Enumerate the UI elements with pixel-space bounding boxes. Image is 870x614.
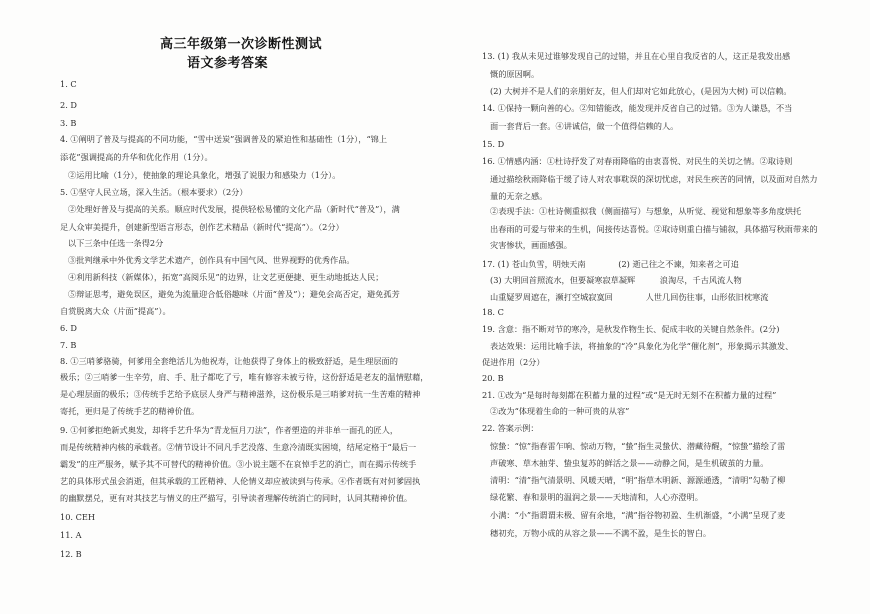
left-line-13: ⑤辩证思考，避免误区，避免为流量迎合低俗趣味（片面“普及”）；避免会高否定，避免孤芳 xyxy=(68,289,400,299)
left-line-4: 4. ①阐明了普及与提高的不同功能，“雪中送炭”强调普及的紧迫性和基础性（1分），“锦上 xyxy=(60,134,388,144)
right-line-16: 18. C xyxy=(482,307,504,317)
right-line-13: 17. (1) 苍山负雪，明烛天南 (2) 逝己往之不谏，知来者之可追 xyxy=(482,259,739,269)
right-line-25: 声破寒、草木抽芽、蛰虫复苏的鲜活之景——动静之间，是生机破茧的力量。 xyxy=(490,458,769,468)
left-line-6: ②运用比喻（1分），使抽象的理论具象化，增强了说服力和感染力（1分）。 xyxy=(68,170,341,180)
left-line-12: ④利用新科技（新媒体），拓宽“高阅乐见”的边界，让文艺更便捷、更生动地抵达人民； xyxy=(68,272,384,282)
left-line-10: 以下三条中任选一条得2分 xyxy=(68,238,164,248)
left-line-22: 而是传统精神内核的承载者。②情节设计不同凡手艺没落、生意冷清既实困境，结尾定格于“最后一 xyxy=(60,442,417,452)
left-line-17: 8. ①三哨爹骆骑，何爹用全套绝活儿为他祝寿，让他获得了身体上的极致舒适，是生理层面的 xyxy=(60,356,398,366)
left-line-16: 7. B xyxy=(60,340,77,350)
right-line-15: 山重疑罗周遮在，濒打空城寂寞回 人世几回伤往事，山形依旧枕寒流 xyxy=(490,292,769,302)
left-line-25: 的幽默摆兑，更有对其技艺与情义的庄严描写，引导读者理解传统消亡的同时，认同其精神价值。 xyxy=(60,493,413,503)
right-line-26: 清明：“清”指气清景明、风暖天晴，“明”指草木明新、源源通透，“清明”勾勒了柳 xyxy=(490,475,786,485)
right-line-1: 13. (1) 我从未见过谁够发现自己的过错，并且在心里自我反省的人，这正是我发出感 xyxy=(482,51,791,61)
page-title: 高三年级第一次诊断性测试 xyxy=(160,37,323,52)
right-line-4: 14. ①保持一颗向善的心。②知错能改，能发现并反省自己的过错。③为人谦恳，不当 xyxy=(482,103,793,113)
right-line-8: 通过描绘秋雨降临于缓了诗人对农事耽误的深切忧虑，对民生疾苦的同情，以及面对自然力 xyxy=(490,174,818,184)
right-line-28: 小满：“小”指谓谓未极、留有余地，“满”指谷物初盈、生机渐盛，“小满”呈现了麦 xyxy=(490,510,786,520)
right-line-24: 惊蛰：“惊”指春雷乍响、惊动万物，“蛰”指生灵蛰伏、潜藏待醒，“惊蛰”描绘了雷 xyxy=(490,441,786,451)
right-line-9: 量的无奈之感。 xyxy=(490,191,548,201)
right-line-10: ②表现手法：①杜诗侧重拟我（侧面描写）与想象，从听觉、视觉和想象等多角度烘托 xyxy=(490,206,802,216)
page-subtitle: 语文参考答案 xyxy=(187,56,269,71)
left-line-2: 2. D xyxy=(60,100,77,110)
left-line-14: 自赏脱离大众（片面“提高”）。 xyxy=(60,306,171,316)
right-line-21: 21. ①改为“是每时每刻都在积蓄力量的过程”或“是无时无刻不在积蓄力量的过程” xyxy=(482,390,777,400)
left-line-5: 添花”强调提高的升华和优化作用（1分）。 xyxy=(60,152,213,162)
left-line-20: 寄托，更归是了传统手艺的精神价值。 xyxy=(60,406,200,416)
right-line-27: 绿花繁、春和景明的温润之景——天地清和，人心亦澄明。 xyxy=(490,492,703,502)
right-line-5: 面一套背后一套。④讲诚信，做一个值得信赖的人。 xyxy=(490,121,679,131)
left-line-23: 霸发”的庄严服务，赋予其不可替代的精神价值。③小说主题不在哀悼手艺的消亡，而在揭示传统手 xyxy=(60,459,417,469)
left-line-9: 足人众审美提升，创建新型语言形态，创作艺术精品（新时代“提高”）。（2分） xyxy=(60,222,344,232)
right-line-2: 慨的原因啊。 xyxy=(490,69,540,79)
left-line-7: 5. ①坚守人民立场，深入生活。（根本要求）（2分） xyxy=(60,187,248,197)
right-line-23: 22. 答案示例： xyxy=(482,423,539,433)
left-line-21: 9. ①何爹拒绝新式奥发，却将手艺升华为“青龙恒月刀法”，作者塑造的并非单一面孔的匠人， xyxy=(60,425,399,435)
left-line-28: 12. B xyxy=(60,549,82,559)
left-line-15: 6. D xyxy=(60,323,77,333)
right-line-3: (2) 大树并不是人们的亲朋好友，但人们却对它如此放心，(是因为大树) 可以信赖。 xyxy=(490,86,792,96)
right-line-11: 出春雨的可爱与带来的生机，间接传达喜悦。②取诗则重白描与铺叙，具体描写秋雨带来的 xyxy=(490,224,818,234)
left-line-19: 是心理层面的极乐；③传统手艺给予底层人身严与精神滋养，这份极乐是三哨爹对抗一生苦难的精神 xyxy=(60,389,421,399)
right-line-19: 促进作用（2分） xyxy=(482,357,545,367)
left-line-1: 1. C xyxy=(60,79,77,89)
right-line-6: 15. D xyxy=(482,139,505,149)
right-line-7: 16. ①情感内涵：①杜诗抒发了对春雨降临的由衷喜悦、对民生的关切之情。②取诗则 xyxy=(482,156,793,166)
left-line-24: 艺的具体形式虽会消逝，但其承载的工匠精神、人伦情义却应被读到与传承。④作者既有对何爹固执 xyxy=(60,476,421,486)
left-line-26: 10. CEH xyxy=(60,512,96,522)
right-line-14: (3) 大明回首照流水，但要凝寒寂草凝辉 浪淘尽，千古风流人物 xyxy=(490,275,742,285)
right-line-12: 灾害惨状，画面感强。 xyxy=(490,240,572,250)
left-line-8: ②处理好普及与提高的关系。顺应时代发展，提供轻松易懂的文化产品（新时代“普及”），满 xyxy=(68,204,400,214)
right-line-17: 19. 含意：指不断对节的寒冷，是秋发作物生长、促成丰收的关键自然条件。(2分) xyxy=(482,324,780,334)
right-line-22: ②改为“体现着生命的一种可贵的从容” xyxy=(490,406,630,416)
left-line-18: 极乐；②三哨爹一生辛劳，肩、手、肚子都吃了亏，唯有修容未被亏待，这份舒适是老友的温情慰藉， xyxy=(60,372,429,382)
left-line-11: ③批判继承中外优秀文学艺术遗产，创作具有中国气风、世界视野的优秀作品。 xyxy=(68,255,355,265)
left-line-3: 3. B xyxy=(60,118,77,128)
left-line-27: 11. A xyxy=(60,530,82,540)
right-line-29: 穗初充，万物小成的从容之景——不满不盈，是生长的智白。 xyxy=(490,528,712,538)
right-line-18: 表达效果：运用比喻手法，将抽象的“冷”具象化为化学“催化剂”，形象揭示其激发、 xyxy=(490,341,794,351)
right-line-20: 20. B xyxy=(482,373,504,383)
